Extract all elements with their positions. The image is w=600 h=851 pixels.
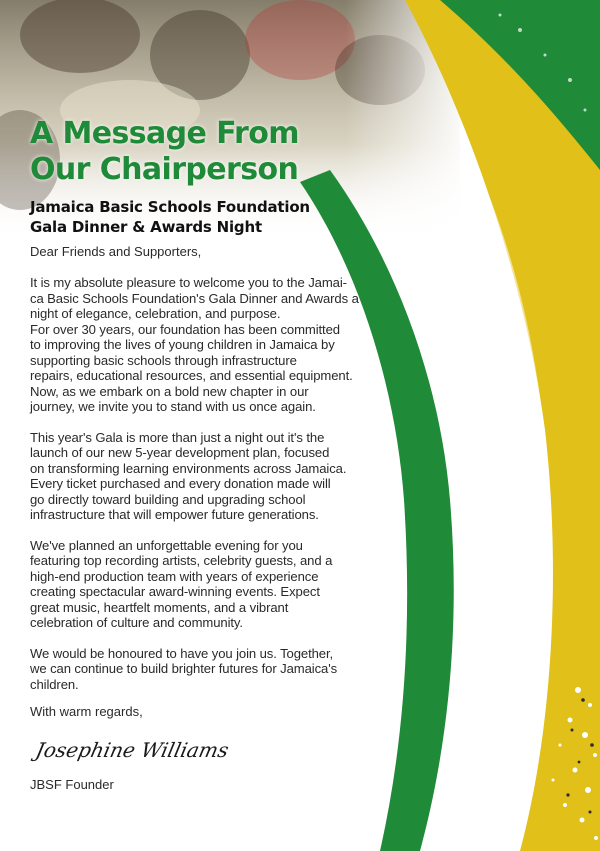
closing: With warm regards, <box>30 704 143 719</box>
paragraph-invitation <box>30 646 430 693</box>
page-title <box>30 116 430 188</box>
text-line: We've planned an unforgettable evening for you <box>30 537 303 553</box>
text-line: For over 30 years, our foundation has been committed <box>30 321 340 337</box>
signature-text: Josephine Williams <box>33 738 231 762</box>
title-line: Our Chairperson <box>30 152 299 187</box>
paragraph-gala <box>30 430 430 523</box>
signer-title: JBSF Founder <box>30 777 114 792</box>
text-line: It is my absolute pleasure to welcome you to the Jamai- <box>30 275 347 290</box>
text-line: repairs, educational resources, and essential equipment. <box>30 368 353 383</box>
text-line: children. <box>30 676 79 692</box>
text-line: creating spectacular award-winning events. Expect <box>30 584 320 599</box>
text-line: Every ticket purchased and every donation made will <box>30 476 331 491</box>
text-line: high-end production team with years of experience <box>30 568 319 584</box>
event-name <box>30 197 430 237</box>
text-line: journey, we invite you to stand with us once again. <box>30 399 316 414</box>
text-line: go directly toward building and upgrading school <box>30 491 306 507</box>
salutation: Dear Friends and Supporters, <box>30 244 202 259</box>
text-line: we can continue to build brighter futures for Jamaica's <box>30 661 338 676</box>
text-line: to improving the lives of young children in Jamaica by <box>30 337 335 352</box>
text-line: This year's Gala is more than just a night out it's the <box>30 429 325 445</box>
text-line: infrastructure that will empower future generations. <box>30 507 319 522</box>
text-line: ca Basic Schools Foundation's Gala Dinner and Awards a <box>30 290 359 306</box>
paragraph-evening <box>30 538 430 631</box>
title-line: A Message From <box>30 116 299 151</box>
event-line: Jamaica Basic Schools Foundation <box>30 198 310 216</box>
text-line: night of elegance, celebration, and purpose. <box>30 306 281 321</box>
text-line: featuring top recording artists, celebrity guests, and a <box>30 553 333 568</box>
text-line: great music, heartfelt moments, and a vibrant <box>30 599 289 615</box>
text-line: Now, as we embark on a bold new chapter in our <box>30 383 309 399</box>
text-line: supporting basic schools through infrastructure <box>30 352 297 368</box>
signature <box>30 732 250 766</box>
text-line: on transforming learning environments across Jamaica. <box>30 460 347 476</box>
paragraph-welcome <box>30 275 430 415</box>
event-line: Gala Dinner & Awards Night <box>30 218 262 236</box>
text-line: We would be honoured to have you join us. Together, <box>30 645 334 661</box>
letter-content <box>30 116 430 793</box>
text-line: celebration of culture and community. <box>30 615 243 630</box>
text-line: launch of our new 5-year development plan, focused <box>30 445 330 460</box>
